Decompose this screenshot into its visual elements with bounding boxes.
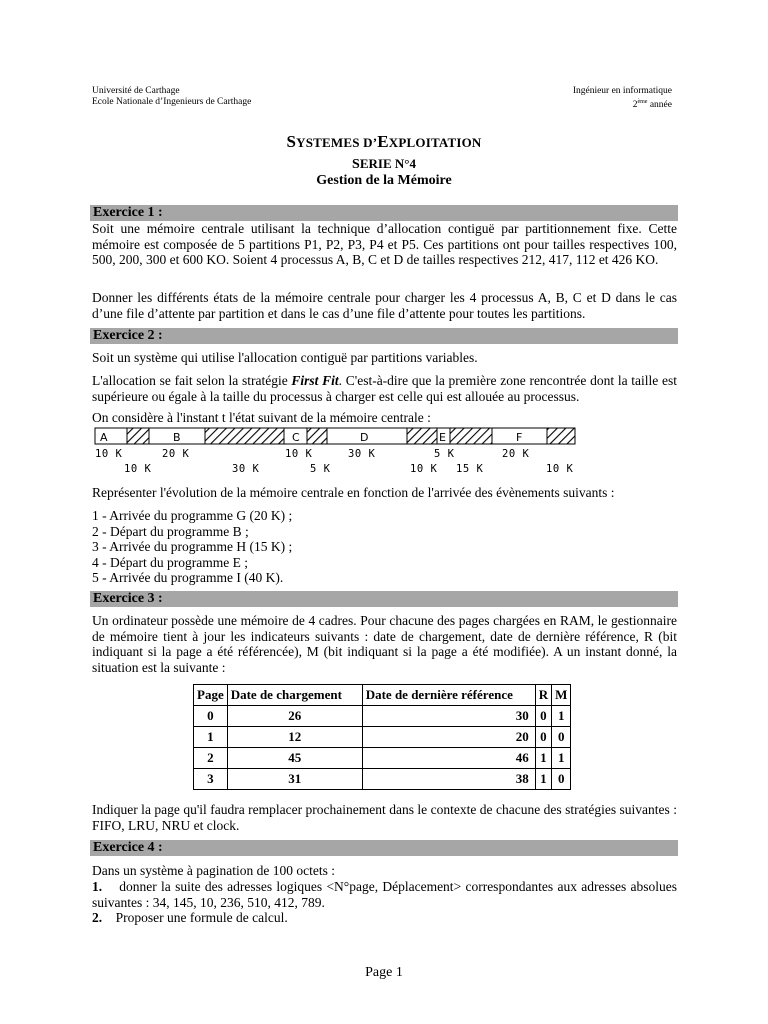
free-block-3: [307, 428, 327, 444]
col-header-m: M: [552, 685, 571, 706]
size-top-f: 20 K: [502, 448, 530, 460]
header-right: [573, 86, 672, 111]
size-bottom-1: 10 K: [124, 463, 152, 474]
size-bottom-2: 30 K: [232, 463, 260, 474]
table-header-row: [194, 685, 571, 706]
mem-label-a: A: [100, 431, 108, 444]
size-bottom-4: 10 K: [410, 463, 438, 474]
exercise-4-heading: Exercice 4 :: [90, 840, 678, 856]
page-number: Page 1: [365, 965, 403, 980]
mem-label-d: D: [360, 431, 369, 444]
table-row: 0 26 30 0 1: [194, 706, 571, 727]
col-header-page: Page: [194, 685, 228, 706]
table-row: 1 12 20 0 0: [194, 727, 571, 748]
col-header-last-ref: Date de dernière référence: [362, 685, 535, 706]
free-block-6: [547, 428, 575, 444]
free-block-1: [127, 428, 149, 444]
exercise-4-paragraph-1: Dans un système à pagination de 100 octets :: [92, 863, 335, 878]
memory-diagram-svg: [92, 426, 578, 474]
memory-state-diagram: [92, 426, 578, 474]
table-row: 3 31 38 1 0: [194, 769, 571, 790]
mem-label-c: C: [292, 431, 300, 444]
size-top-d: 30 K: [348, 448, 376, 460]
free-block-4: [407, 428, 437, 444]
exercise-2-heading: Exercice 2 :: [90, 328, 678, 344]
list-item: 2 - Départ du programme B ;: [92, 523, 249, 539]
size-bottom-3: 5 K: [310, 463, 331, 474]
exercise-4-item-2: 2. Proposer une formule de calcul.: [92, 910, 288, 925]
list-item: 3 - Arrivée du programme H (15 K) ;: [92, 539, 293, 555]
size-top-c: 10 K: [285, 448, 313, 460]
document-subtitle: Gestion de la Mémoire: [316, 173, 452, 188]
exercise-1-paragraph-2: Donner les différents états de la mémoire centrale pour charger les 4 processus A, B, C et D dans le cas d’une file d’attente par partition et dans le cas d’une file d’attente pour toutes les partitions.: [92, 290, 677, 321]
year-label: 2ème année: [632, 99, 672, 111]
size-top-e: 5 K: [434, 448, 455, 460]
size-top-b: 20 K: [162, 448, 190, 460]
exercise-3-heading: Exercice 3 :: [90, 591, 678, 607]
free-block-5: [450, 428, 492, 444]
col-header-load-date: Date de chargement: [227, 685, 362, 706]
list-item: 4 - Départ du programme E ;: [92, 554, 248, 570]
mem-label-f: F: [516, 431, 523, 444]
university-name: Université de Carthage: [92, 86, 180, 96]
exercise-1-heading: Exercice 1 :: [90, 205, 678, 221]
exercise-3-paragraph-2: Indiquer la page qu'il faudra remplacer prochainement dans le contexte de chacune des stratégies suivantes : FIFO, LRU, NRU et clock.: [92, 802, 677, 833]
page-table: [193, 684, 571, 790]
mem-label-e: E: [439, 431, 446, 444]
list-item: 1 - Arrivée du programme G (20 K) ;: [92, 508, 293, 523]
exercise-4-item-1: 1. donner la suite des adresses logiques <N°page, Déplacement> correspondantes aux adresses absolues suivantes : 34, 145, 10, 236, 510, 412, 789.: [92, 879, 678, 910]
exercise-2-paragraph-2: L'allocation se fait selon la stratégie First Fit. C'est-à-dire que la première zone rencontrée dont la taille est supérieure ou égale à la taille du processus à charger est celle qui est allouée au processus.: [92, 373, 678, 404]
exercise-2-paragraph-1: Soit un système qui utilise l'allocation contiguë par partitions variables.: [92, 350, 478, 365]
series-number: SERIE N°4: [352, 156, 416, 172]
event-list: [92, 508, 292, 586]
document-title: SYSTEMES D’EXPLOITATION: [286, 132, 482, 151]
exercise-2-paragraph-4: Représenter l'évolution de la mémoire centrale en fonction de l'arrivée des évènements suivants :: [92, 485, 615, 500]
exercise-1-paragraph-1: Soit une mémoire centrale utilisant la technique d’allocation contiguë par partitionnement fixe. Cette mémoire est composée de 5 partitions P1, P2, P3, P4 et P5. Ces partitions ont pour tailles respectives 100, 500, 200, 300 et 600 KO. Soient 4 processus A, B, C et D de tailles respectives 212, 417, 112 et 426 KO.: [92, 221, 677, 268]
exercise-3-paragraph-1: Un ordinateur possède une mémoire de 4 cadres. Pour chacune des pages chargées en RAM, le gestionnaire de mémoire tient à jour les indicateurs suivants : date de chargement, date de dernière référence, R (bit indiquant si la page a été référencée), M (bit indiquant si la page a été modifiée). A un instant donné, la situation est la suivante :: [92, 613, 677, 675]
header-left: [92, 86, 251, 108]
col-header-r: R: [535, 685, 551, 706]
size-bottom-5: 15 K: [456, 463, 484, 474]
table-row: 2 45 46 1 1: [194, 748, 571, 769]
size-bottom-6: 10 K: [546, 463, 574, 474]
program-name: Ingénieur en informatique: [572, 86, 672, 96]
exercise-2-paragraph-3: On considère à l'instant t l'état suivant de la mémoire centrale :: [92, 410, 431, 425]
list-item: 5 - Arrivée du programme I (40 K).: [92, 570, 284, 586]
mem-label-b: B: [173, 431, 181, 444]
free-block-2: [205, 428, 284, 444]
school-name: Ecole Nationale d’Ingenieurs de Carthage: [92, 97, 252, 107]
size-top-a: 10 K: [95, 448, 123, 460]
